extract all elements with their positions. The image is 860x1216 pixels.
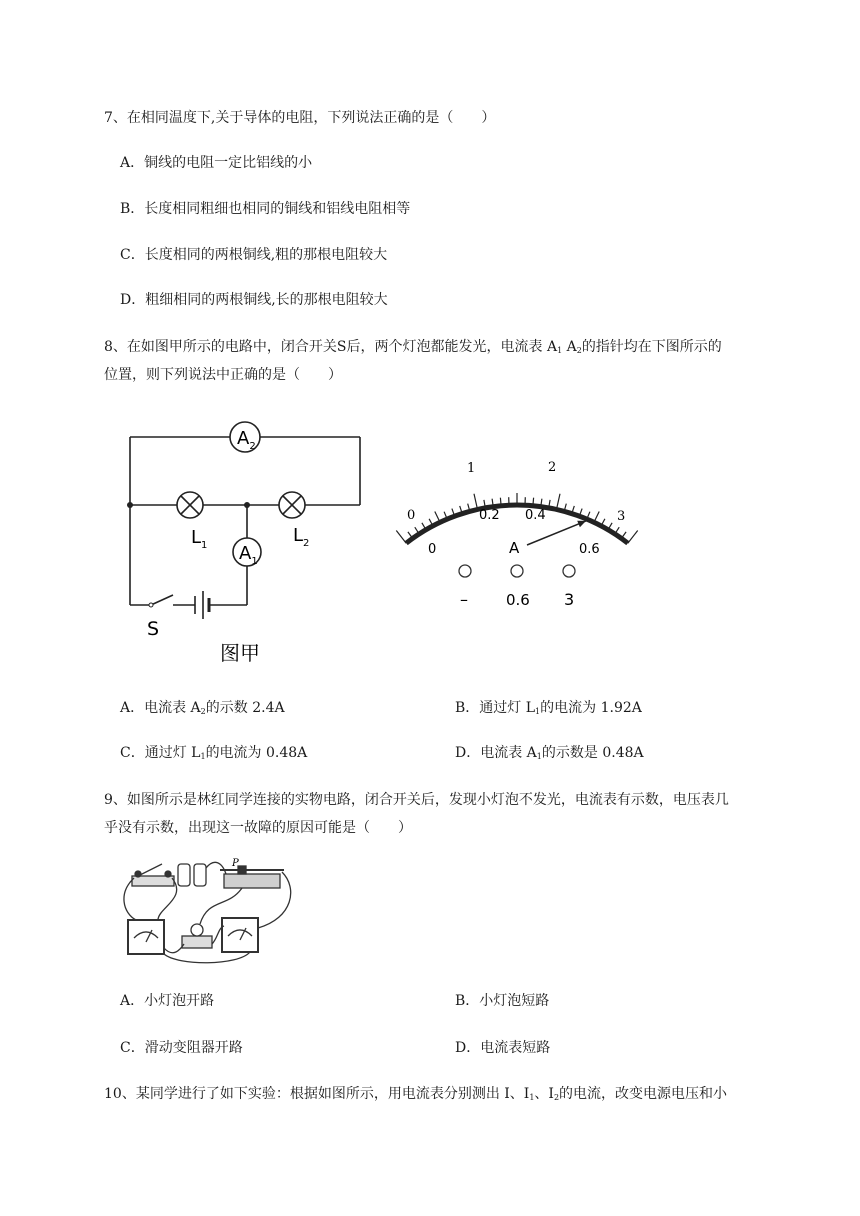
q8-stem-line2: 位置，则下列说法中正确的是（ ） — [104, 367, 342, 383]
terminal-3-label: 3 — [564, 590, 575, 609]
q7-option-b[interactable]: B．长度相同粗细也相同的铜线和铝线电阻相等 — [120, 201, 411, 217]
q7-option-c[interactable]: C．长度相同的两根铜线,粗的那根电阻较大 — [120, 247, 388, 263]
q9-option-b[interactable]: B．小灯泡短路 — [455, 993, 550, 1009]
terminal-minus-label: – — [460, 590, 468, 609]
terminal-minus — [459, 565, 471, 577]
lamp-l2-label: $L_2$ — [293, 525, 310, 549]
terminal-0-6 — [511, 565, 523, 577]
rheostat-p-label: P — [232, 858, 239, 869]
meter-needle — [527, 521, 586, 545]
switch-label: S — [147, 618, 160, 640]
q9-stem-line1: 9、如图所示是林红同学连接的实物电路，闭合开关后，发现小灯泡不发光，电流表有示数，电压表几 — [104, 792, 729, 808]
circuit-diagram — [115, 415, 375, 670]
q9-option-c[interactable]: C．滑动变阻器开路 — [120, 1040, 243, 1056]
junction-dot — [244, 502, 250, 508]
q8-option-d[interactable]: D．电流表 $A_1$的示数是 0.48A — [455, 745, 644, 761]
junction-dot — [127, 502, 133, 508]
q7-stem: 7、在相同温度下,关于导体的电阻，下列说法正确的是（ ） — [104, 110, 496, 126]
ammeter-a1-label: $A_1$ — [239, 543, 258, 567]
figure-caption: 图甲 — [220, 641, 260, 665]
meter-bottom-label-0: 0 — [428, 542, 437, 557]
ammeter-a2-label: $A_2$ — [237, 428, 256, 452]
terminal-3 — [563, 565, 575, 577]
meter-bottom-label-3: 0.6 — [579, 542, 600, 557]
q9-stem-line2: 乎没有示数，出现这一故障的原因可能是（ ） — [104, 820, 412, 836]
q8-option-c[interactable]: C．通过灯 $L_1$的电流为 0.48A — [120, 745, 308, 761]
q9-option-d[interactable]: D．电流表短路 — [455, 1040, 551, 1056]
meter-top-label-2: 2 — [548, 460, 557, 475]
q10-stem: 10、某同学进行了如下实验：根据如图所示，用电流表分别测出 I、$I_1$、$I_2$的电流，改变电源电压和小 — [104, 1086, 728, 1102]
meter-bottom-label-1: 0.2 — [479, 508, 500, 523]
q7-option-a[interactable]: A．铜线的电阻一定比铝线的小 — [120, 155, 313, 171]
meter-scale-arc — [406, 505, 628, 543]
lamp-l1-label: $L_1$ — [191, 527, 208, 551]
physical-circuit-figure — [118, 858, 298, 968]
q8-option-a[interactable]: A．电流表 $A_2$的示数 2.4A — [120, 700, 285, 716]
terminal-0-6-label: 0.6 — [506, 591, 530, 609]
q8-option-b[interactable]: B．通过灯 $L_1$的电流为 1.92A — [455, 700, 642, 716]
meter-top-label-1: 1 — [467, 461, 476, 476]
meter-top-label-3: 3 — [617, 509, 626, 524]
meter-unit-label: A — [509, 539, 520, 557]
q7-option-d[interactable]: D．粗细相同的两根铜线,长的那根电阻较大 — [120, 292, 388, 308]
meter-bottom-label-2: 0.4 — [525, 508, 546, 523]
q8-stem-line1: 8、在如图甲所示的电路中，闭合开关S后，两个灯泡都能发光，电流表 $A_1$ $A_2$的指针均在下图所示的 — [104, 339, 722, 355]
meter-top-label-0: 0 — [407, 508, 416, 523]
ammeter-dial — [395, 445, 645, 610]
q9-option-a[interactable]: A．小灯泡开路 — [120, 993, 215, 1009]
